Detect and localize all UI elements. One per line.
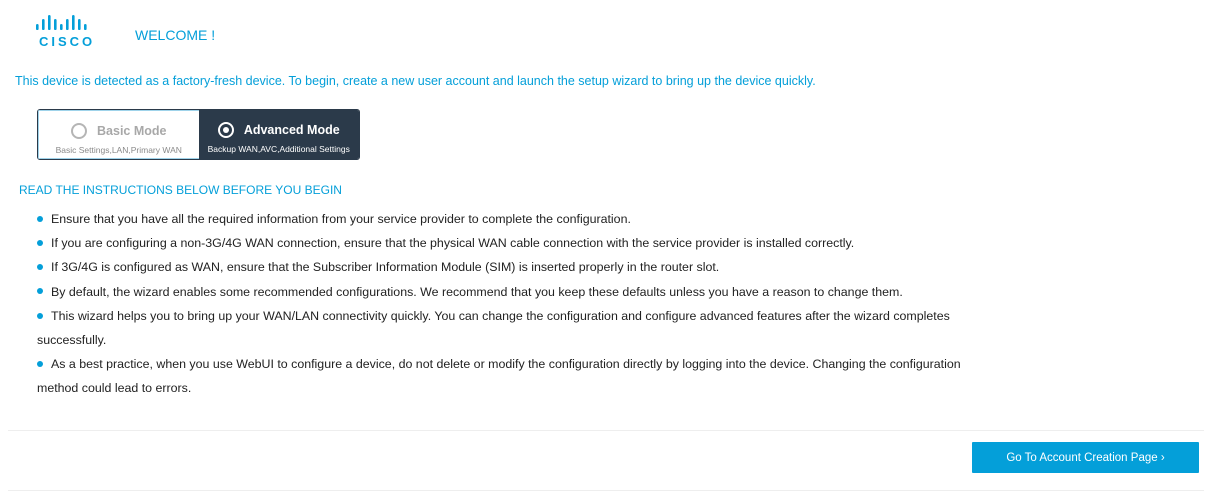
advanced-mode-option[interactable]: [199, 110, 360, 159]
welcome-title: WELCOME !: [135, 27, 216, 43]
cisco-logo: [34, 14, 98, 50]
bullet-icon: [37, 240, 43, 246]
instruction-item: If you are configuring a non-3G/4G WAN connection, ensure that the physical WAN cable connection with the service provider is installed correctly.: [37, 231, 997, 255]
bullet-icon: [37, 264, 43, 270]
intro-text: This device is detected as a factory-fresh device. To begin, create a new user account and launch the setup wizard to bring up the device quickly.: [15, 74, 816, 88]
bullet-icon: [37, 361, 43, 367]
bullet-icon: [37, 288, 43, 294]
basic-mode-radio-icon[interactable]: [71, 123, 87, 139]
logo-wordmark: CISCO: [39, 34, 96, 49]
advanced-mode-description: Backup WAN,AVC,Additional Settings: [207, 144, 350, 154]
basic-mode-label: Basic Mode: [97, 124, 167, 138]
cisco-bars-icon: [34, 14, 98, 34]
bullet-icon: [37, 313, 43, 319]
footer-divider: [8, 430, 1204, 431]
instruction-item: Ensure that you have all the required information from your service provider to complete the configuration.: [37, 207, 997, 231]
instruction-item: As a best practice, when you use WebUI to configure a device, do not delete or modify the configuration directly by logging into the device. Changing the configuration method could lead to errors.: [37, 357, 961, 396]
instruction-item: By default, the wizard enables some recommended configurations. We recommend that you keep these defaults unless you have a reason to change them.: [37, 280, 997, 304]
instructions-heading: READ THE INSTRUCTIONS BELOW BEFORE YOU BEGIN: [19, 183, 342, 197]
advanced-mode-label: Advanced Mode: [243, 123, 340, 137]
basic-mode-option[interactable]: [38, 110, 199, 159]
advanced-mode-radio-icon[interactable]: [218, 122, 234, 138]
bullet-icon: [37, 216, 43, 222]
bottom-divider: [8, 490, 1204, 491]
instruction-item: This wizard helps you to bring up your WAN/LAN connectivity quickly. You can change the configuration and configure advanced features after the wizard completes successfully.: [37, 308, 950, 348]
basic-mode-description: Basic Settings,LAN,Primary WAN: [55, 145, 182, 155]
instructions-list: [37, 207, 997, 401]
go-to-account-creation-button[interactable]: Go To Account Creation Page ›: [972, 442, 1199, 473]
instruction-item: If 3G/4G is configured as WAN, ensure that the Subscriber Information Module (SIM) is inserted properly in the router slot.: [37, 255, 997, 279]
mode-selector: [37, 109, 360, 160]
header: [0, 0, 1212, 60]
